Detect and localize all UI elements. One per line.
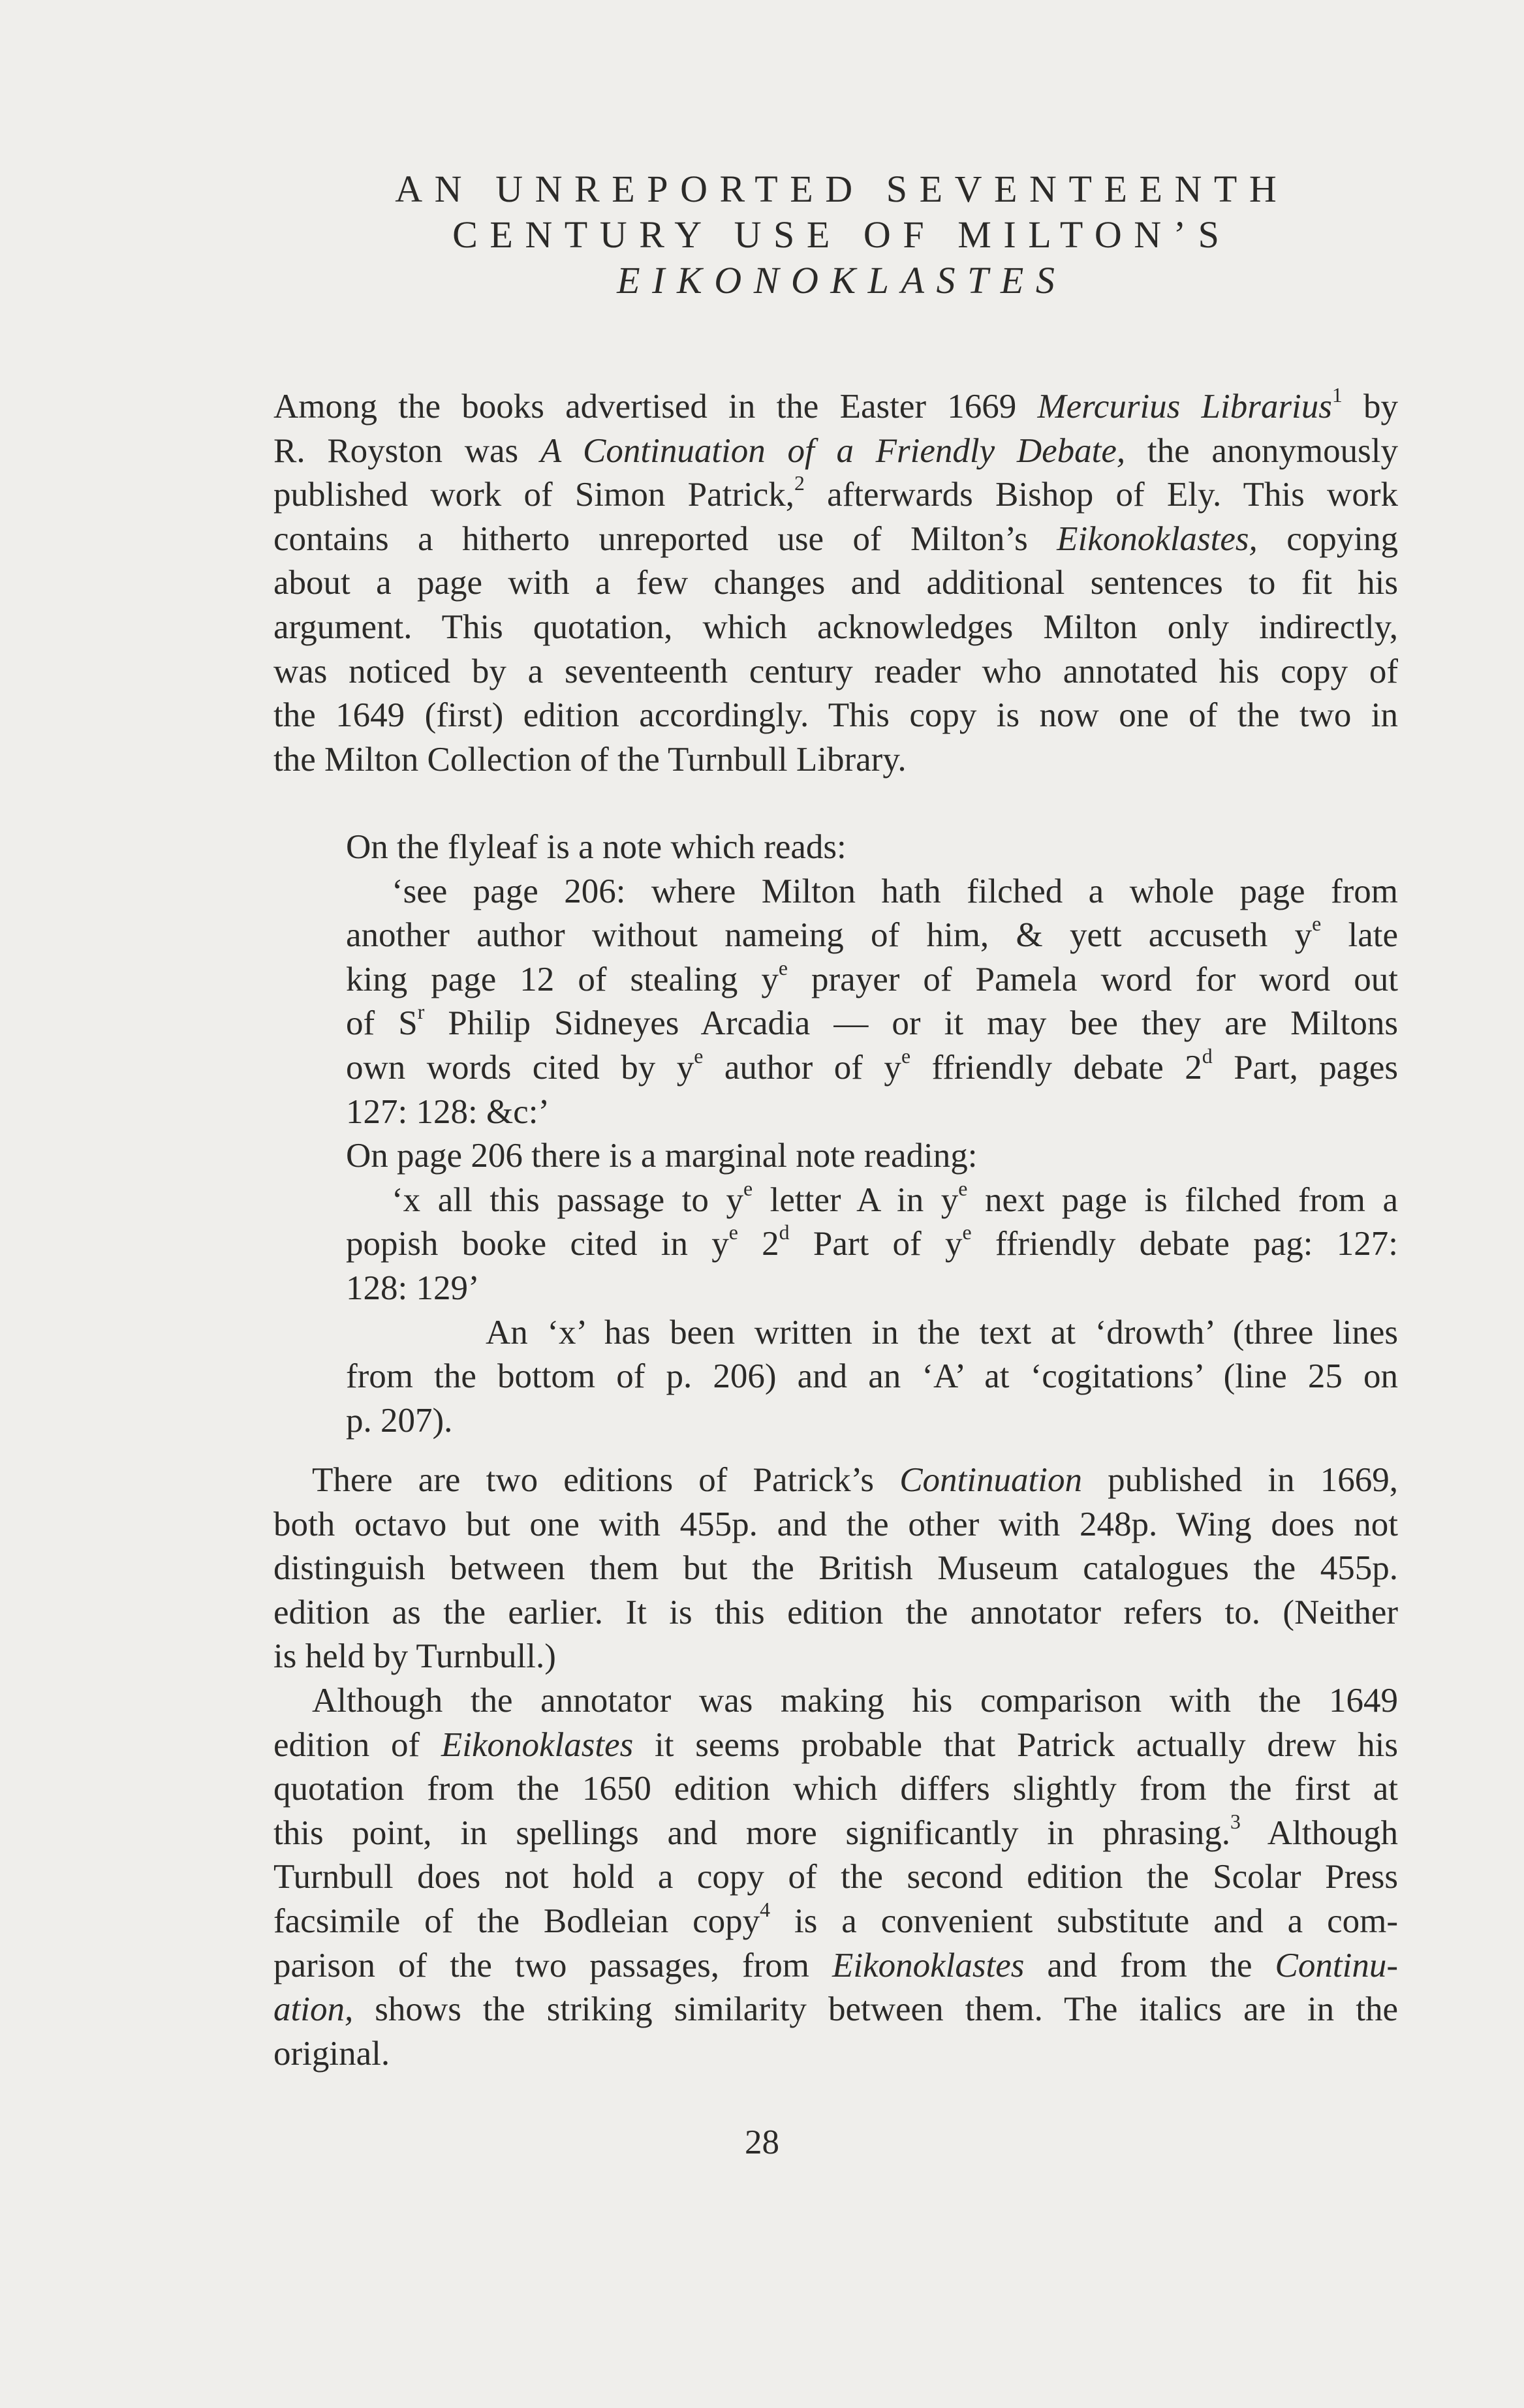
superscript: e — [958, 1178, 968, 1200]
text-run: 2 — [738, 1225, 779, 1263]
text-run: An ‘x’ has been written in the text at ‘drowth’ (three lines — [486, 1313, 1398, 1351]
text-line — [346, 826, 1398, 870]
flyleaf-intro — [346, 826, 1398, 870]
paragraph-comparison — [273, 1679, 1398, 2076]
text-run: of S — [346, 1004, 418, 1043]
italic-text: A Continuation of a Friendly Debate, — [540, 431, 1126, 470]
marks-note — [346, 1311, 1398, 1443]
text-run: this point, in spellings and more significantly in phrasing. — [273, 1814, 1231, 1852]
paragraphs-editions — [273, 1459, 1398, 2076]
text-run: 127: 128: &c:’ — [346, 1092, 550, 1131]
text-run: both octavo but one with 455p. and the other with 248p. Wing does not — [273, 1505, 1398, 1543]
title-line-1: AN UNREPORTED SEVENTEENTH — [395, 168, 1289, 210]
superscript: d — [779, 1222, 790, 1244]
superscript: d — [1202, 1045, 1213, 1068]
text-run: Turnbull does not hold a copy of the second edition the Scolar Press — [273, 1858, 1398, 1896]
superscript: e — [962, 1222, 972, 1244]
paragraph-intro — [273, 385, 1398, 782]
text-line — [273, 1459, 1398, 1503]
text-run: R. Royston was — [273, 431, 540, 470]
text-line — [273, 385, 1398, 429]
text-run: On page 206 there is a marginal note reading: — [346, 1137, 978, 1175]
text-run: is held by Turnbull.) — [273, 1637, 556, 1676]
paragraph-editions — [273, 1459, 1398, 1679]
marginal-note-quote — [346, 1179, 1398, 1311]
text-line — [273, 429, 1398, 474]
text-run: from the bottom of p. 206) and an ‘A’ at ‘cogitations’ (line 25 on — [346, 1357, 1398, 1396]
text-line — [273, 694, 1398, 738]
text-run: ‘x all this passage to y — [392, 1181, 743, 1219]
text-line — [273, 1723, 1398, 1768]
text-run: Part, pages — [1212, 1048, 1398, 1087]
text-line — [346, 914, 1398, 958]
italic-text: Continu- — [1275, 1946, 1398, 1984]
text-run: published in 1669, — [1081, 1461, 1398, 1499]
italic-text: ation, — [273, 1990, 354, 2029]
text-line — [273, 1855, 1398, 1900]
text-run: letter A in y — [753, 1181, 959, 1219]
text-run: Philip Sidneyes Arcadia — or it may bee they are Miltons — [424, 1004, 1398, 1043]
annotation-block — [346, 826, 1398, 1443]
text-run: late — [1321, 916, 1398, 955]
title-line-3: EIKONOKLASTES — [617, 259, 1067, 301]
text-line — [346, 958, 1398, 1002]
text-line — [346, 1046, 1398, 1090]
text-line — [273, 1944, 1398, 1988]
text-run: facsimile of the Bodleian copy — [273, 1902, 760, 1940]
text-run: and from the — [1024, 1946, 1275, 1984]
text-run: ffriendly debate 2 — [910, 1048, 1202, 1087]
text-run: is a convenient substitute and a com- — [770, 1902, 1398, 1940]
text-run: prayer of Pamela word for word out — [788, 960, 1398, 998]
text-run: the Milton Collection of the Turnbull Library. — [273, 740, 907, 779]
text-run: afterwards Bishop of Ely. This work — [804, 476, 1398, 514]
text-line — [273, 1900, 1398, 1944]
text-run: by — [1342, 388, 1398, 425]
text-run: the 1649 (first) edition accordingly. This copy is now one of the two in — [273, 696, 1398, 735]
text-run: the anonymously — [1125, 431, 1398, 470]
flyleaf-note-quote — [346, 870, 1398, 1135]
text-run: author of y — [703, 1048, 901, 1087]
text-line — [346, 1134, 1398, 1179]
text-run: 128: 129’ — [346, 1269, 480, 1307]
text-line — [346, 1267, 1398, 1311]
text-run: Although — [1240, 1814, 1398, 1852]
text-line — [346, 870, 1398, 914]
text-line — [273, 650, 1398, 694]
text-run: argument. This quotation, which acknowledges Milton only indirectly, — [273, 608, 1398, 646]
text-run: was noticed by a seventeenth century reader who annotated his copy of — [273, 652, 1398, 690]
italic-text: Eikonoklastes, — [1057, 519, 1258, 558]
text-line — [346, 1002, 1398, 1046]
superscript: e — [743, 1178, 753, 1200]
superscript: 4 — [760, 1899, 771, 1922]
text-run: quotation from the 1650 edition which differs slightly from the first at — [273, 1770, 1398, 1808]
text-run: p. 207). — [346, 1401, 453, 1440]
italic-text: Eikonoklastes — [441, 1725, 634, 1764]
text-run: There are two editions of Patrick’s — [312, 1461, 900, 1499]
superscript: e — [1312, 914, 1322, 936]
text-line — [273, 738, 1398, 782]
text-line — [346, 1090, 1398, 1135]
text-line — [273, 561, 1398, 606]
text-run: ‘see page 206: where Milton hath filched a whole page from — [392, 872, 1398, 910]
italic-text: Eikonoklastes — [832, 1946, 1025, 1984]
text-line — [273, 473, 1398, 517]
text-run: Part of y — [789, 1225, 963, 1263]
text-run: ffriendly debate pag: 127: — [971, 1225, 1398, 1263]
text-run: On the flyleaf is a note which reads: — [346, 828, 847, 866]
text-run: original. — [273, 2034, 390, 2073]
text-line — [273, 1812, 1398, 1856]
text-run: Although the annotator was making his comparison with the 1649 — [312, 1681, 1398, 1720]
text-run: edition of — [273, 1725, 441, 1764]
superscript: e — [728, 1222, 738, 1244]
text-run: edition as the earlier. It is this edition the annotator refers to. (Neither — [273, 1593, 1398, 1631]
superscript: e — [778, 957, 788, 980]
superscript: r — [417, 1002, 425, 1024]
text-line — [273, 1547, 1398, 1591]
superscript: 3 — [1230, 1811, 1241, 1833]
text-line — [273, 606, 1398, 650]
superscript: 2 — [794, 473, 805, 495]
text-line — [273, 1679, 1398, 1723]
text-run: contains a hitherto unreported use of Milton’s — [273, 519, 1057, 558]
text-line — [346, 1355, 1398, 1399]
text-run: published work of Simon Patrick, — [273, 476, 794, 514]
text-run: Among the books advertised in the Easter 1669 — [273, 388, 1038, 425]
marginal-intro — [346, 1134, 1398, 1179]
text-line — [346, 1222, 1398, 1267]
text-line — [273, 2032, 1398, 2076]
text-run: king page 12 of stealing y — [346, 960, 779, 998]
superscript: 1 — [1331, 385, 1343, 407]
text-run: about a page with a few changes and additional sentences to fit his — [273, 564, 1398, 602]
text-run: it seems probable that Patrick actually drew his — [633, 1725, 1398, 1764]
italic-text: Continuation — [899, 1461, 1082, 1499]
text-line — [346, 1179, 1398, 1223]
italic-text: Mercurius Librarius — [1037, 388, 1332, 425]
text-line — [273, 1988, 1398, 2032]
text-run: parison of the two passages, from — [273, 1946, 832, 1984]
text-run: popish booke cited in y — [346, 1225, 729, 1263]
text-run: shows the striking similarity between them. The italics are in the — [353, 1990, 1398, 2029]
text-run: copying — [1257, 519, 1398, 558]
text-run: another author without nameing of him, & yett accuseth y — [346, 916, 1313, 955]
text-run: distinguish between them but the British Museum catalogues the 455p. — [273, 1549, 1398, 1588]
text-line — [273, 1635, 1398, 1679]
text-line — [273, 1591, 1398, 1635]
text-line — [273, 517, 1398, 562]
page-number: 28 — [745, 2123, 779, 2161]
superscript: e — [694, 1045, 704, 1068]
text-line — [346, 1311, 1398, 1355]
text-line — [346, 1399, 1398, 1443]
superscript: e — [901, 1045, 911, 1068]
text-line — [273, 1503, 1398, 1547]
text-run: own words cited by y — [346, 1048, 694, 1087]
text-line — [273, 1767, 1398, 1812]
article-title — [273, 166, 1398, 303]
text-run: next page is filched from a — [967, 1181, 1398, 1219]
title-line-2: CENTURY USE OF MILTON’S — [452, 213, 1232, 256]
